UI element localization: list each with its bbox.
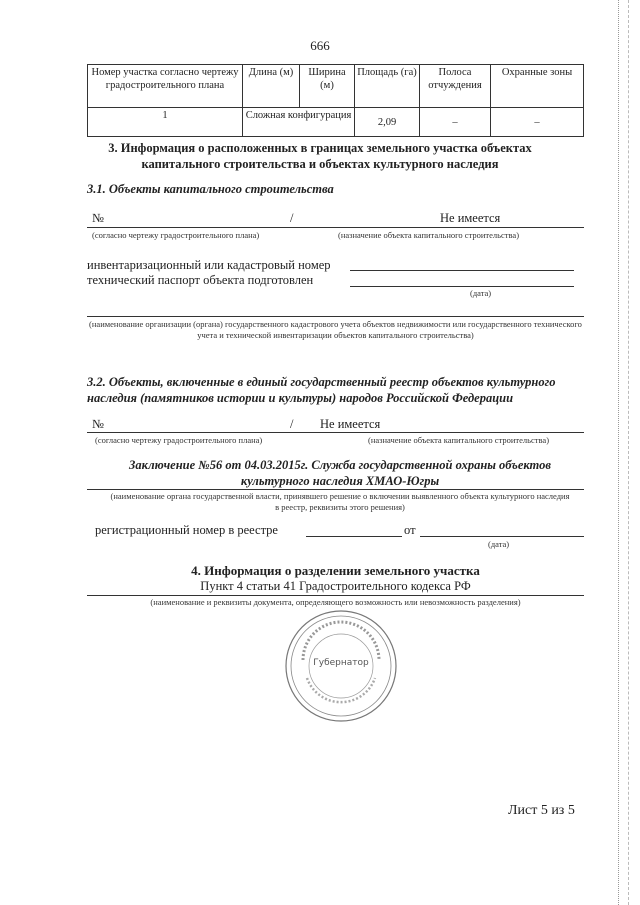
table-cell: – xyxy=(420,108,491,137)
table-row xyxy=(88,108,584,137)
s32-conclusion-cap: (наименование органа государственной власти, принявшего решение о включении выявленного объекта культурного наследия в реестр, реквизиты этого решения) xyxy=(110,491,570,512)
section3-title: 3. Информация о расположенных в границах земельного участка объектах капитального строительства и объектах культурного наследия xyxy=(108,141,532,171)
s32-reg-number-line xyxy=(306,536,402,537)
section4-cap: (наименование и реквизиты документа, определяющего возможность или невозможность разделения) xyxy=(150,597,521,607)
s31-org-cap: (наименование организации (органа) государственного кадастрового учета объектов недвижимости или государственного технического учета и технической инвентаризации объектов капитального строительства) xyxy=(89,319,582,340)
s31-org-line xyxy=(87,316,584,317)
s31-inv-line1: инвентаризационный или кадастровый номер xyxy=(87,258,331,272)
s32-slash: / xyxy=(290,417,294,431)
table-header: Охранные зоны xyxy=(491,65,584,108)
s31-date-line xyxy=(350,286,574,287)
plot-table xyxy=(87,64,584,137)
s32-conclusion-line xyxy=(87,489,584,490)
table-header: Номер участка согласно чертежу градостроительного плана xyxy=(88,65,243,108)
s32-reg-from: от xyxy=(404,523,416,537)
official-seal xyxy=(283,608,399,724)
table-header: Полоса отчуждения xyxy=(420,65,491,108)
s32-cap-right: (назначение объекта капитального строительства) xyxy=(368,435,550,445)
table-header: Длина (м) xyxy=(243,65,300,108)
table-cell: Сложная конфигурация xyxy=(243,108,355,137)
s31-date-cap: (дата) xyxy=(470,288,492,298)
table-cell: 2,09 xyxy=(355,108,420,137)
scan-edge xyxy=(618,0,625,905)
s31-inv-line2: технический паспорт объекта подготовлен xyxy=(87,273,314,287)
sheet-number: Лист 5 из 5 xyxy=(508,803,575,818)
s31-line xyxy=(87,227,584,228)
section4-title: 4. Информация о разделении земельного участка xyxy=(191,563,480,578)
section4-line xyxy=(87,595,584,596)
s31-no-label: № xyxy=(92,211,104,225)
s32-cap-left: (согласно чертежу градостроительного плана) xyxy=(95,435,263,445)
s32-conclusion: Заключение №56 от 04.03.2015г. Служба государственной охраны объектов культурного наследия ХМАО-Югры xyxy=(129,458,551,488)
s32-no-label: № xyxy=(92,417,104,431)
s31-value: Не имеется xyxy=(440,211,501,225)
s31-cap-left: (согласно чертежу градостроительного плана) xyxy=(92,230,260,240)
table-header-row xyxy=(88,65,584,108)
s32-reg-date-cap: (дата) xyxy=(488,539,510,549)
table-header: Ширина (м) xyxy=(300,65,355,108)
section4-value: Пункт 4 статьи 41 Градостроительного кодекса РФ xyxy=(200,579,471,593)
scan-edge-2 xyxy=(628,0,635,905)
seal-text: Губернатор xyxy=(313,658,369,668)
s31-slash: / xyxy=(290,211,294,225)
page-number: 666 xyxy=(310,38,330,53)
s32-title: 3.2. Объекты, включенные в единый государственный реестр объектов культурного наследия (памятников истории и культуры) народов Российской Федерации xyxy=(87,375,556,405)
table-header: Площадь (га) xyxy=(355,65,420,108)
table-cell: – xyxy=(491,108,584,137)
s32-line xyxy=(87,432,584,433)
s32-value: Не имеется xyxy=(320,417,381,431)
s32-reg-label: регистрационный номер в реестре xyxy=(95,523,278,537)
table-cell: 1 xyxy=(88,108,243,137)
s31-title: 3.1. Объекты капитального строительства xyxy=(87,182,334,196)
s32-reg-date-line xyxy=(420,536,584,537)
s31-cap-right: (назначение объекта капитального строительства) xyxy=(338,230,520,240)
s31-inv-number-line xyxy=(350,270,574,271)
